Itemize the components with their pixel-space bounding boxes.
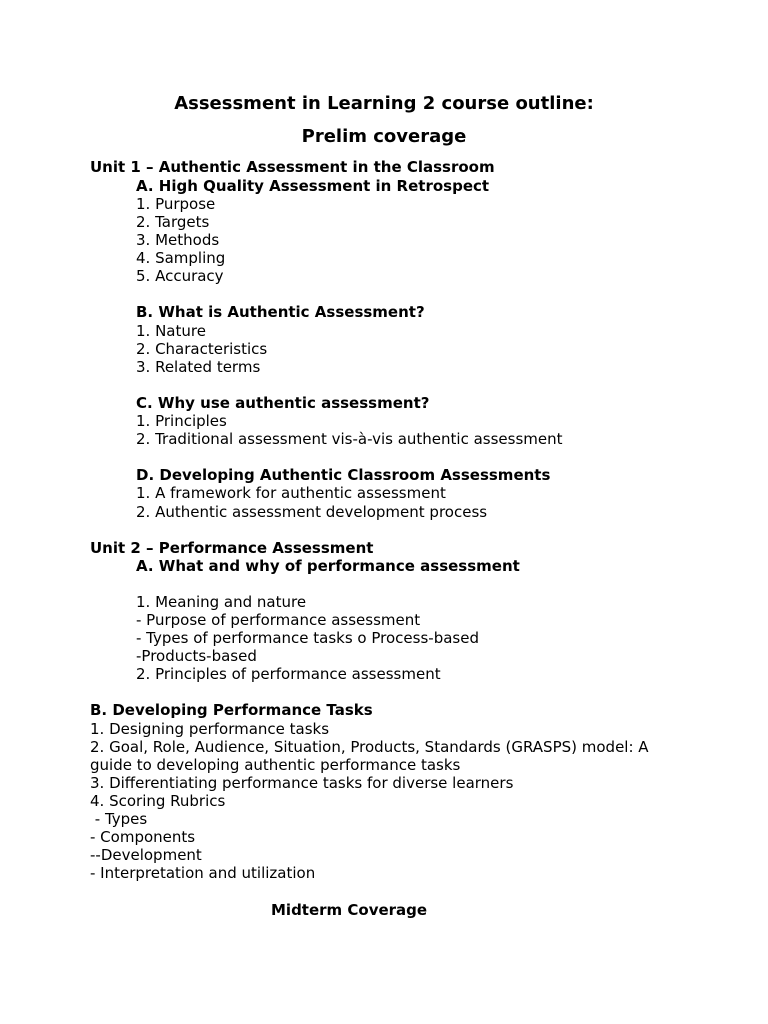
- list-item: --Development: [90, 846, 202, 864]
- list-item: - Components: [90, 828, 196, 846]
- document-subtitle: Prelim coverage: [301, 126, 467, 147]
- list-item: 4. Scoring Rubrics: [90, 792, 226, 810]
- list-item: 2. Traditional assessment vis-à-vis authentic assessment: [136, 430, 563, 448]
- list-item: - Purpose of performance assessment: [136, 611, 421, 629]
- list-item: 1. Principles: [136, 412, 227, 430]
- unit1-sectionB-heading: B. What is Authentic Assessment?: [136, 303, 425, 321]
- list-item: 5. Accuracy: [136, 267, 224, 285]
- list-item: 2. Principles of performance assessment: [136, 665, 441, 683]
- list-item: 1. Meaning and nature: [136, 593, 307, 611]
- list-item: 2. Goal, Role, Audience, Situation, Products, Standards (GRASPS) model: A: [90, 738, 649, 756]
- midterm-heading: Midterm Coverage: [271, 901, 428, 919]
- list-item: guide to developing authentic performance tasks: [90, 756, 461, 774]
- list-item: -Products-based: [136, 647, 257, 665]
- unit2-heading: Unit 2 – Performance Assessment: [90, 539, 374, 557]
- unit1-sectionC-heading: C. Why use authentic assessment?: [136, 394, 430, 412]
- list-item: - Types: [90, 810, 148, 828]
- list-item: 2. Targets: [136, 213, 210, 231]
- list-item: 1. Nature: [136, 322, 206, 340]
- list-item: 1. Purpose: [136, 195, 216, 213]
- unit1-sectionD-heading: D. Developing Authentic Classroom Assessments: [136, 466, 551, 484]
- list-item: - Types of performance tasks o Process-based: [136, 629, 479, 647]
- list-item: 3. Methods: [136, 231, 220, 249]
- list-item: - Interpretation and utilization: [90, 864, 316, 882]
- unit1-heading: Unit 1 – Authentic Assessment in the Classroom: [90, 158, 495, 176]
- list-item: 3. Related terms: [136, 358, 261, 376]
- unit2-sectionB-heading: B. Developing Performance Tasks: [90, 701, 373, 719]
- list-item: 1. Designing performance tasks: [90, 720, 330, 738]
- document-title: Assessment in Learning 2 course outline:: [174, 93, 594, 114]
- list-item: 2. Characteristics: [136, 340, 268, 358]
- list-item: 2. Authentic assessment development process: [136, 503, 488, 521]
- unit1-sectionA-heading: A. High Quality Assessment in Retrospect: [136, 177, 490, 195]
- list-item: 4. Sampling: [136, 249, 226, 267]
- list-item: 3. Differentiating performance tasks for diverse learners: [90, 774, 514, 792]
- unit2-sectionA-heading: A. What and why of performance assessment: [136, 557, 520, 575]
- list-item: 1. A framework for authentic assessment: [136, 484, 446, 502]
